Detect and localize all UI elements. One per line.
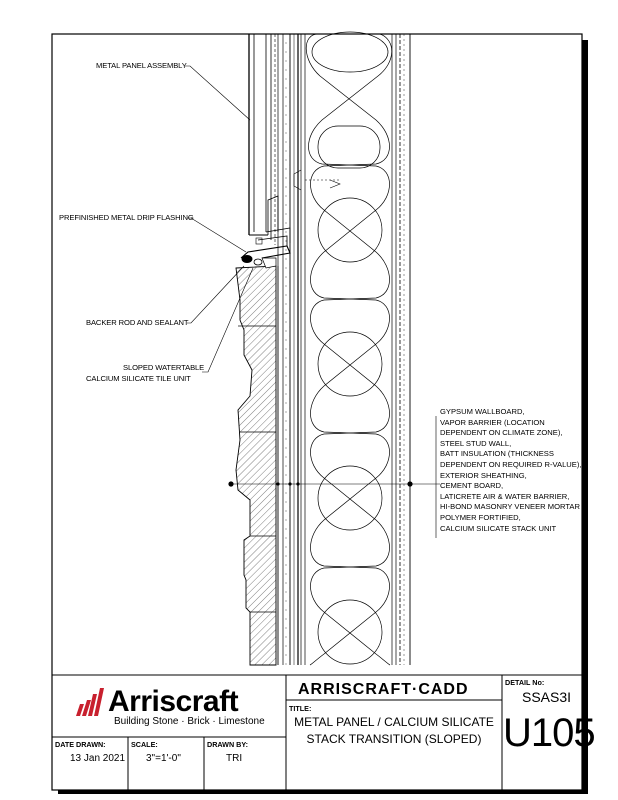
label-drip-flashing: PREFINISHED METAL DRIP FLASHING	[59, 213, 194, 222]
callout-line: DEPENDENT ON REQUIRED R-VALUE),	[440, 459, 582, 469]
callout-line: STEEL STUD WALL,	[440, 438, 512, 448]
label-watertable-line1: SLOPED WATERTABLE	[123, 363, 205, 372]
date-drawn-value: 13 Jan 2021	[70, 753, 126, 764]
callout-line: GYPSUM WALLBOARD,	[440, 407, 525, 416]
title-line-2: STACK TRANSITION (SLOPED)	[306, 732, 482, 746]
callout-line: POLYMER FORTIFIED,	[440, 512, 521, 522]
label-watertable-line2: CALCIUM SILICATE TILE UNIT	[86, 374, 191, 383]
detail-number: U105	[503, 711, 595, 755]
cad-brand: ARRISCRAFT·CADD	[298, 681, 469, 698]
callout-line: EXTERIOR SHEATHING,	[440, 470, 527, 480]
callout-line: LATICRETE AIR & WATER BARRIER,	[440, 491, 570, 501]
title-line-1: METAL PANEL / CALCIUM SILICATE	[294, 715, 494, 729]
callout-line: BATT INSULATION (THICKNESS	[440, 449, 554, 459]
date-drawn-label: DATE DRAWN:	[55, 740, 106, 749]
company-name: Arriscraft	[108, 685, 239, 718]
scale-value: 3"=1'-0"	[146, 753, 181, 764]
callout-line: DEPENDENT ON CLIMATE ZONE),	[440, 428, 563, 438]
callout-line: CEMENT BOARD,	[440, 481, 504, 491]
callout-line: HI-BOND MASONRY VENEER MORTAR -	[440, 502, 585, 512]
drawn-by-label: DRAWN BY:	[207, 740, 248, 749]
title-label: TITLE:	[289, 704, 312, 713]
wall-assembly-callout	[440, 407, 585, 534]
callout-line: VAPOR BARRIER (LOCATION	[440, 417, 545, 427]
label-backer-rod: BACKER ROD AND SEALANT	[86, 318, 189, 327]
label-metal-panel-assembly: METAL PANEL ASSEMBLY	[96, 61, 187, 70]
detail-no-label: DETAIL No:	[505, 678, 545, 687]
detail-code: SSAS3I	[522, 689, 572, 705]
drawn-by-value: TRI	[226, 753, 243, 764]
company-tagline: Building Stone · Brick · Limestone	[114, 716, 265, 727]
scale-label: SCALE:	[131, 740, 158, 749]
callout-line: CALCIUM SILICATE STACK UNIT	[440, 523, 557, 533]
